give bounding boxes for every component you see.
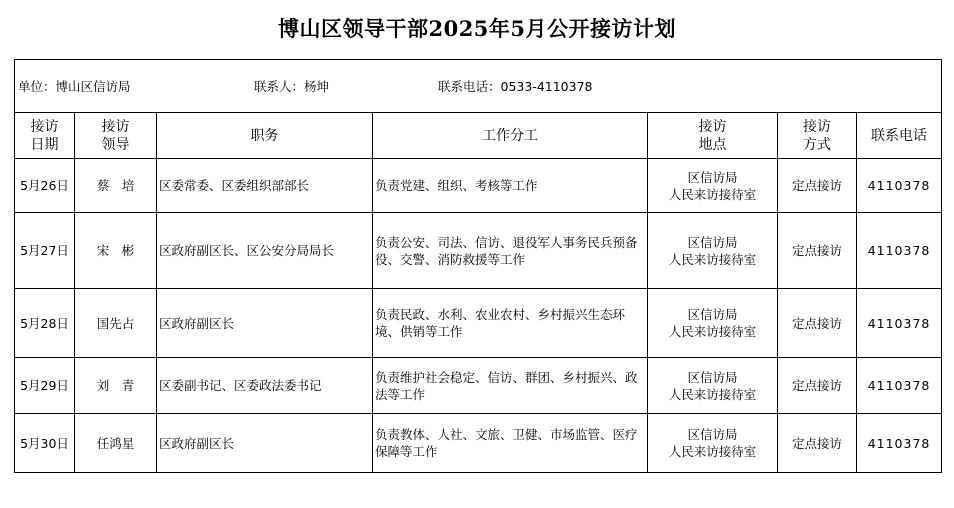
header-phone: 联系电话: [857, 113, 942, 159]
position-cell: 区政府副区长: [157, 289, 373, 358]
reception-plan-table: [14, 59, 942, 473]
table-row: [15, 213, 942, 289]
duty-cell: 负责维护社会稳定、信访、群团、乡村振兴、政法等工作: [373, 358, 648, 414]
method-cell: 定点接访: [778, 414, 857, 473]
duty-cell: 负责党建、组织、考核等工作: [373, 159, 648, 213]
header-date: 接访 日期: [15, 113, 75, 159]
duty-cell: 负责公安、司法、信访、退役军人事务民兵预备役、交警、消防救援等工作: [373, 213, 648, 289]
header-method: 接访 方式: [778, 113, 857, 159]
place-cell: 区信访局 人民来访接待室: [648, 159, 778, 213]
leader-cell: 宋 彬: [75, 213, 157, 289]
header-position: 职务: [157, 113, 373, 159]
info-cell: [15, 60, 942, 113]
table-row: [15, 289, 942, 358]
unit-label: 单位：博山区信访局: [18, 78, 131, 94]
phone-cell: 4110378: [857, 414, 942, 473]
header-row: [15, 113, 942, 159]
table-row: [15, 414, 942, 473]
method-cell: 定点接访: [778, 358, 857, 414]
phone-cell: 4110378: [857, 213, 942, 289]
date-cell: 5月28日: [15, 289, 75, 358]
position-cell: 区委副书记、区委政法委书记: [157, 358, 373, 414]
phone-cell: 4110378: [857, 289, 942, 358]
page-title: 博山区领导干部2025年5月公开接访计划: [277, 16, 677, 41]
leader-cell: 刘 青: [75, 358, 157, 414]
date-cell: 5月30日: [15, 414, 75, 473]
duty-cell: 负责民政、水利、农业农村、乡村振兴生态环境、供销等工作: [373, 289, 648, 358]
table-row: [15, 358, 942, 414]
method-cell: 定点接访: [778, 289, 857, 358]
date-cell: 5月27日: [15, 213, 75, 289]
date-cell: 5月29日: [15, 358, 75, 414]
phone-cell: 4110378: [857, 358, 942, 414]
place-cell: 区信访局 人民来访接待室: [648, 358, 778, 414]
header-place: 接访 地点: [648, 113, 778, 159]
leader-cell: 任鸿星: [75, 414, 157, 473]
place-cell: 区信访局 人民来访接待室: [648, 289, 778, 358]
leader-cell: 蔡 培: [75, 159, 157, 213]
date-cell: 5月26日: [15, 159, 75, 213]
phone-cell: 4110378: [857, 159, 942, 213]
contact-person-label: 联系人：杨坤: [254, 78, 330, 94]
duty-cell: 负责教体、人社、文旅、卫健、市场监管、医疗保障等工作: [373, 414, 648, 473]
method-cell: 定点接访: [778, 159, 857, 213]
method-cell: 定点接访: [778, 213, 857, 289]
leader-cell: 国先占: [75, 289, 157, 358]
info-row: [15, 60, 942, 113]
place-cell: 区信访局 人民来访接待室: [648, 414, 778, 473]
position-cell: 区政府副区长、区公安分局局长: [157, 213, 373, 289]
table-row: [15, 159, 942, 213]
position-cell: 区政府副区长: [157, 414, 373, 473]
place-cell: 区信访局 人民来访接待室: [648, 213, 778, 289]
position-cell: 区委常委、区委组织部部长: [157, 159, 373, 213]
header-duty: 工作分工: [373, 113, 648, 159]
header-leader: 接访 领导: [75, 113, 157, 159]
contact-phone-label: 联系电话：0533-4110378: [438, 78, 593, 94]
